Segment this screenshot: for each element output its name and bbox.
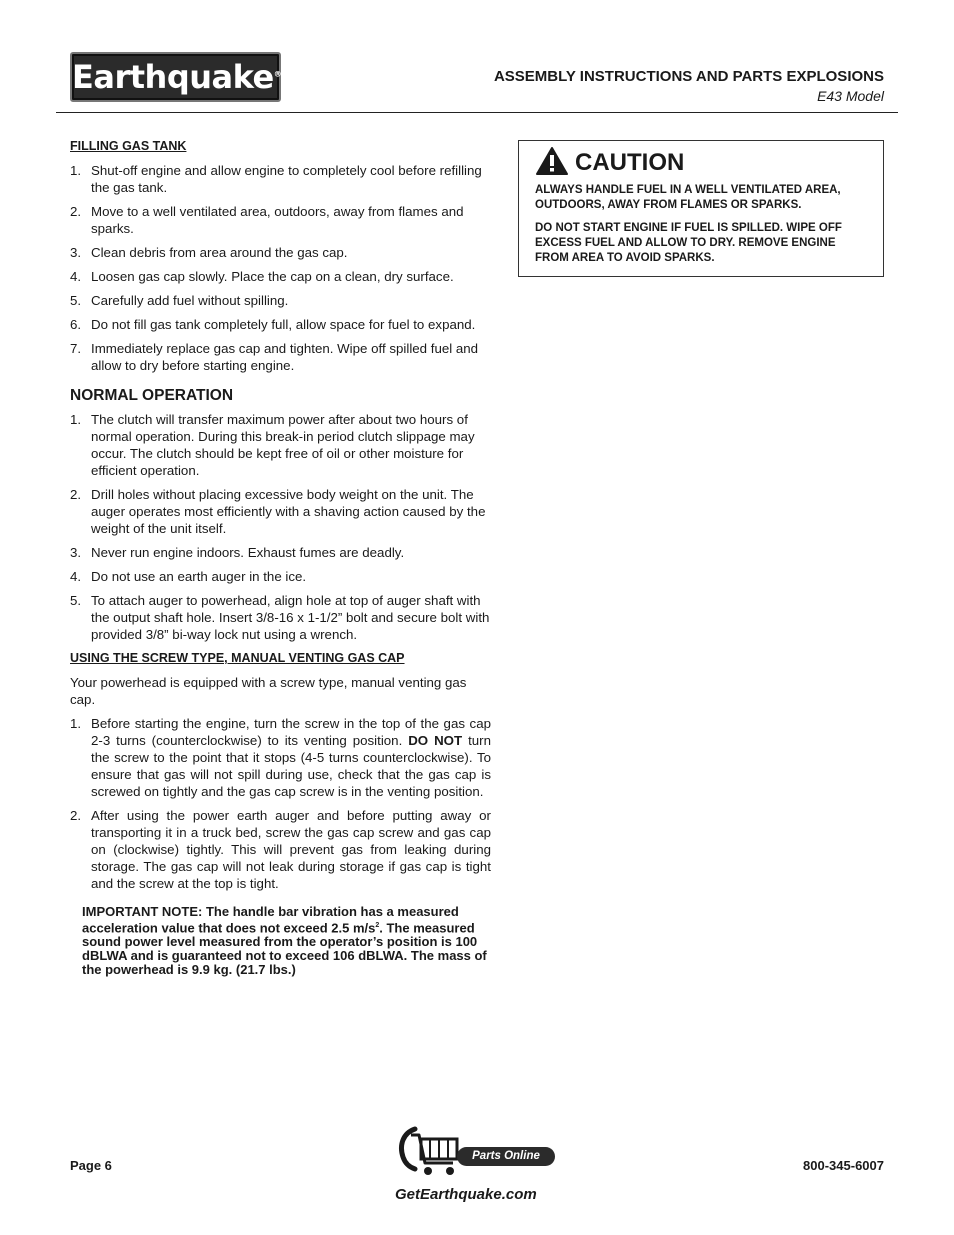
- document-title: ASSEMBLY INSTRUCTIONS AND PARTS EXPLOSIONS: [493, 68, 884, 85]
- earthquake-logo: [70, 52, 281, 102]
- caution-title: CAUTION: [575, 149, 685, 176]
- do-not-emphasis: DO NOT: [408, 733, 463, 748]
- list-item: 5. Carefully add fuel without spilling.: [70, 293, 289, 308]
- caution-header: [535, 147, 684, 179]
- important-note: IMPORTANT NOTE: The handle bar vibration has a measured acceleration value that does not exceed 2.5 $m/s^2$. The measured sound power level measured from the operator’s position is 100 dBLWA and is guaranteed not to exceed 106 dBLWA. The mass of the powerhead is 9.9 kg. (21.7 lbs.): [82, 904, 487, 978]
- filling-gas-tank-heading: FILLING GAS TANK: [70, 139, 187, 153]
- instructions-column: [70, 138, 491, 977]
- list-item: 4. Loosen gas cap slowly. Place the cap on a clean, dry surface.: [70, 269, 454, 284]
- gas-cap-steps-list: [70, 715, 491, 892]
- page-number: Page 6: [70, 1158, 112, 1173]
- caution-box: [518, 140, 884, 277]
- list-item: 4. Do not use an earth auger in the ice.: [70, 569, 307, 584]
- logo-wordmark: Earthquake®: [72, 58, 282, 96]
- list-item: 2. Move to a well ventilated area, outdoors, away from flames and sparks.: [70, 204, 464, 236]
- phone-number: 800-345-6007: [803, 1158, 884, 1173]
- gas-cap-intro: Your powerhead is equipped with a screw type, manual venting gas cap.: [70, 675, 467, 707]
- caution-line-spill: DO NOT START ENGINE IF FUEL IS SPILLED. WIPE OFF EXCESS FUEL AND ALLOW TO DRY. REMOVE ENGINE FROM AREA TO AVOID SPARKS.: [535, 222, 842, 264]
- list-item: 5. To attach auger to powerhead, align hole at top of auger shaft with the output shaft hole. Insert 3/8-16 x 1-1/2” bolt and secure bolt with provided 3/8” bi-way lock nut using a wrench.: [70, 593, 490, 642]
- caution-line-ventilation: ALWAYS HANDLE FUEL IN A WELL VENTILATED AREA, OUTDOORS, AWAY FROM FLAMES OR SPARKS.: [535, 184, 841, 211]
- normal-operation-heading: NORMAL OPERATION: [70, 387, 234, 404]
- gas-cap-heading: USING THE SCREW TYPE, MANUAL VENTING GAS CAP: [70, 651, 405, 665]
- list-item: 3. Never run engine indoors. Exhaust fumes are deadly.: [70, 545, 405, 560]
- list-item: 1. Before starting the engine, turn the screw in the top of the gas cap 2-3 turns (counterclockwise) to its venting position. DO NOT turn the screw to the point that it stops (4-5 turns counterclockwise). To ensure that gas will not spill during use, check that the gas cap is screwed on tightly and the gas cap screw is in the venting position.: [70, 716, 492, 799]
- header-divider: [56, 112, 898, 113]
- registered-mark: ®: [273, 69, 282, 79]
- warning-icon: [535, 146, 569, 181]
- caution-text: [535, 183, 871, 274]
- list-item: 2. After using the power earth auger and before putting away or transporting it in a truck bed, screw the gas cap screw and gas cap on (clockwise) tightly. This will prevent gas from leaking during storage. The gas cap will not leak during storage if gas cap is tight and the screw at the top is tight.: [70, 808, 491, 891]
- list-item: 6. Do not fill gas tank completely full, allow space for fuel to expand.: [70, 317, 476, 332]
- model-label: E43 Model: [817, 88, 884, 104]
- website-link[interactable]: GetEarthquake.com: [395, 1186, 537, 1203]
- list-item: 1. The clutch will transfer maximum power after about two hours of normal operation. During this break-in period clutch slippage may occur. The clutch should be kept free of oil or other moisture for efficient operation.: [70, 412, 475, 478]
- filling-steps-list: [70, 162, 491, 374]
- list-item: 3. Clean debris from area around the gas cap.: [70, 245, 348, 260]
- parts-online-badge: Parts Online: [457, 1147, 555, 1166]
- list-item: 1. Shut-off engine and allow engine to completely cool before refilling the gas tank.: [70, 163, 482, 195]
- normal-steps-list: [70, 411, 491, 643]
- list-item: 2. Drill holes without placing excessive body weight on the unit. The auger operates most efficiently with a shaving action caused by the weight of the unit itself.: [70, 487, 486, 536]
- list-item: 7. Immediately replace gas cap and tighten. Wipe off spilled fuel and allow to dry before starting engine.: [70, 341, 479, 373]
